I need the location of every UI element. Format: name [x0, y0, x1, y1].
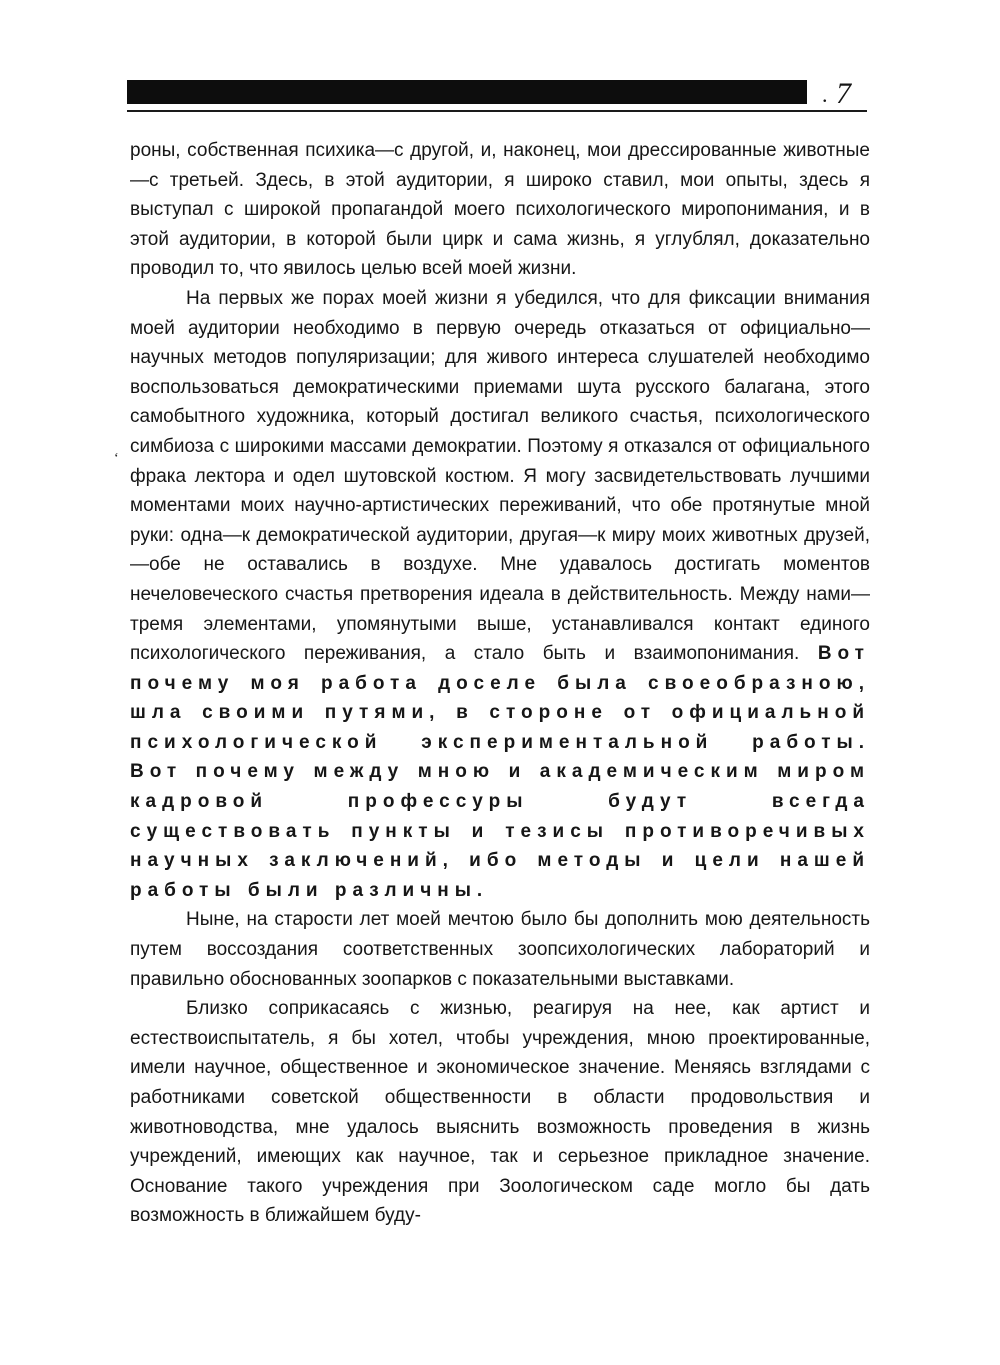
paragraph-4-text: Близко соприкасаясь с жизнью, реагируя на нее, как артист и естествоиспытатель, я бы хотел, чтобы учреждения, мною проектированные, имели научное, общественное и экономическое значение. Меняясь взглядами с работниками советской общественности в области продовольствия и животноводства, мне удалось выяснить возможность проведения в жизнь учреждений, имеющих как научное, так и серьезное прикладное значение. Основание такого учреждения при Зоологическом саде могло бы дать возможность в ближайшем буду- [130, 998, 870, 1227]
paragraph-2-text: На первых же порах моей жизни я убедился, что для фиксации внимания моей аудитории необходимо в первую очередь отказаться от официально—научных методов популяризации; для живого интереса слушателей необходимо воспользоваться демократическими приемами шута русского балагана, этого самобытного художника, который достигал великого счастья, психологического симбиоза с широкими массами демократии. Поэтому я отказался от официального фрака лектора и одел шутовской костюм. Я могу засвидетельствовать лучшими моментами моих научно-артистических переживаний, что обе протянутые мной руки: одна—к демократической аудитории, другая—к миру моих животных друзей,—обе не оставались в воздухе. Мне удавалось достигать моментов нечеловеческого счастья претворения идеала в действительность. Между нами—тремя элементами, упомянутыми выше, устанавливался контакт единого психологического переживания, а стало быть и взаимопонимания. [130, 287, 870, 665]
text-column [130, 136, 870, 1231]
header-bar [127, 80, 807, 104]
paragraph-1 [130, 136, 870, 284]
header-rule [127, 110, 867, 112]
paragraph-1-text: роны, собственная психика—с другой, и, наконец, мои дрессированные животные—с третьей. Здесь, в этой аудитории, я широко ставил, мои опыты, здесь я выступал с широкой пропагандой моего психологического миропонимания, и в этой аудитории, в которой были цирк и сама жизнь, я углублял, доказательно проводил то, что явилось целью всей моей жизни. [130, 140, 870, 280]
page-number: 7 [836, 77, 851, 110]
paragraph-3-text: Ныне, на старости лет моей мечтою было бы дополнить мою деятельность путем воссоздания соответственных зоопсихологических лабораторий и правильно обоснованных зоопарков с показательными выставками. [130, 909, 870, 990]
header-dot: . [822, 82, 828, 107]
paragraph-3 [130, 905, 870, 994]
paragraph-4 [130, 994, 870, 1231]
margin-mark: ‘ [114, 451, 119, 466]
paragraph-2 [130, 284, 870, 905]
paragraph-2-spaced-text: Вот почему моя работа доселе была своеобразною, шла своими путями, в стороне от официальной психологической экспериментальной работы. Вот почему между мною и академическим миром кадровой профессуры будут всегда существовать пункты и тезисы противоречивых научных заключений, ибо методы и цели нашей работы были различны. [130, 643, 870, 901]
